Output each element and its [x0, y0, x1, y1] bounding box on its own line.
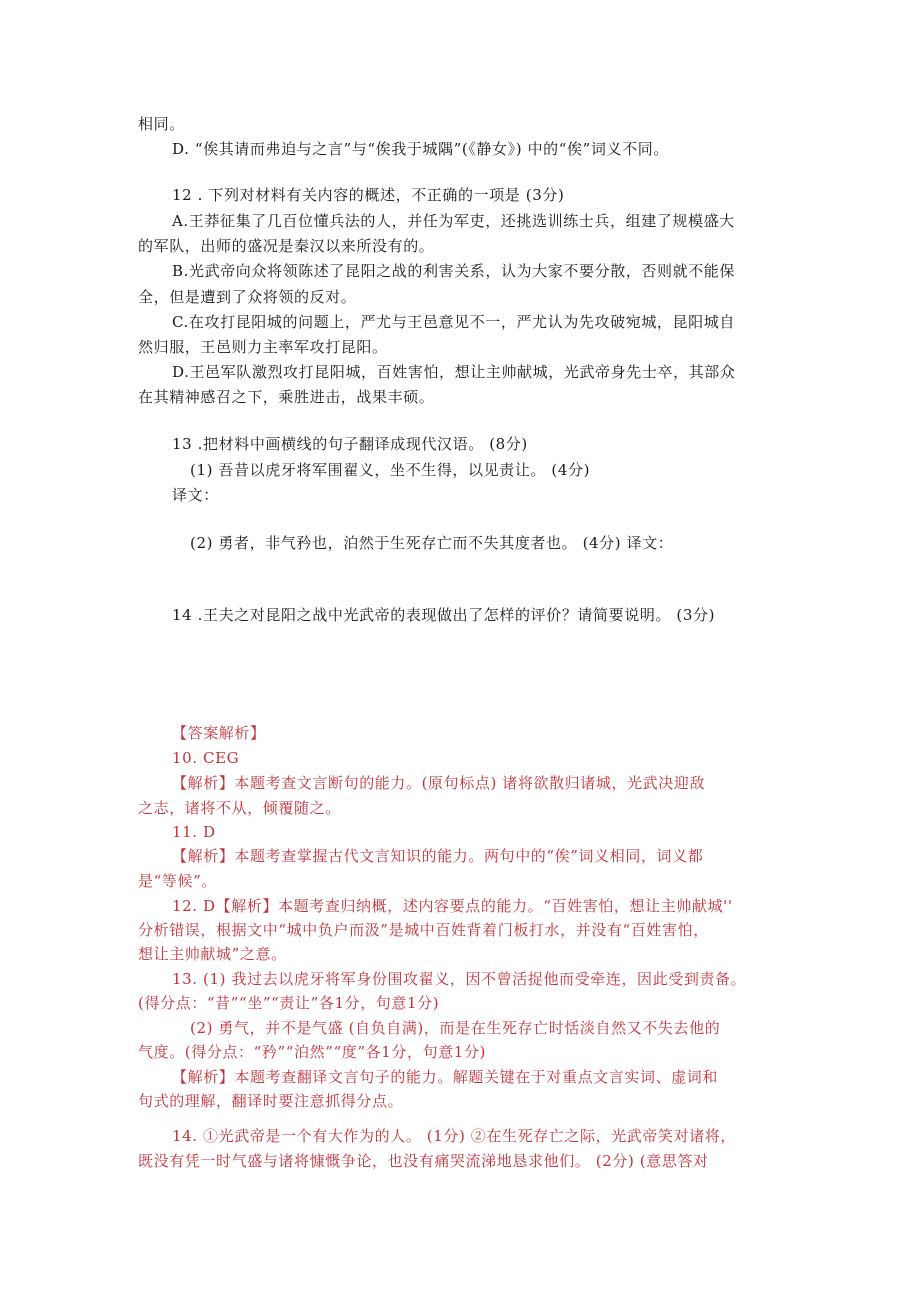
answers-heading: 【答案解析】	[172, 724, 266, 742]
question-14-stem: 14 .王夫之对昆阳之战中光武帝的表现做出了怎样的评价？请简要说明。 (3分)	[172, 606, 716, 624]
question-12-option-b-cont: 全，但是遭到了众将领的反对。	[138, 288, 357, 306]
answer-13-2-cont: 气度。(得分点：“矜”“泊然”“度”各1分，句意1分)	[138, 1043, 487, 1061]
question-13-stem: 13 .把材料中画横线的句子翻译成现代汉语。 (8分)	[172, 435, 528, 453]
answer-13-1-scoring: (得分点：“昔”“坐”“责让”各1分，句意1分)	[138, 994, 440, 1012]
question-12-stem: 12 . 下列对材料有关内容的概述，不正确的一项是 (3分)	[172, 186, 565, 204]
answer-10-explanation-cont: 之志，诸将不从，倾覆随之。	[138, 799, 341, 817]
option-d-previous-question: D. “俟其请而弗迫与之言”与“俟我于城隅”(《静女》) 中的“俟”词义不同。	[172, 140, 669, 158]
translation-label: 译文：	[172, 486, 219, 504]
answer-12-cont-1: 分析错误，根据文中“城中负户而汲”是城中百姓背着门板打水，并没有“百姓害怕，	[138, 921, 709, 939]
question-12-option-b: B.光武帝向众将领陈述了昆阳之战的利害关系，认为大家不要分散，否则就不能保	[172, 262, 735, 280]
answer-12: 12. D【解析】本题考查归纳概，述内容要点的能力。“百姓害怕，想让主帅献城''	[172, 897, 733, 915]
answer-13-explanation: 【解析】本题考查翻译文言句子的能力。解题关键在于对重点文言实词、虚词和	[172, 1068, 719, 1086]
answer-12-cont-2: 想让主帅献城”之意。	[138, 945, 287, 963]
previous-answer-tail: 相同。	[138, 115, 185, 133]
question-12-option-c: C.在攻打昆阳城的问题上，严尤与王邑意见不一，严尤认为先攻破宛城，昆阳城自	[172, 313, 735, 331]
answer-13-1: 13. (1) 我过去以虎牙将军身份围攻翟义，因不曾活捉他而受牵连，因此受到责备。	[172, 970, 747, 988]
question-12-option-a-cont: 的军队，出师的盛况是秦汉以来所没有的。	[138, 237, 435, 255]
answer-10: 10. CEG	[172, 749, 240, 767]
question-12-option-a: A.王莽征集了几百位懂兵法的人，并任为军吏，还挑选训练士兵，组建了规模盛大	[172, 212, 735, 230]
question-12-option-d-cont: 在其精神感召之下，乘胜进击，战果丰硕。	[138, 388, 435, 406]
answer-14-cont: 既没有凭一时气盛与诸将慷慨争论，也没有痛哭流涕地恳求他们。 (2分) (意思答对	[138, 1152, 709, 1170]
answer-11: 11. D	[172, 823, 216, 841]
answer-10-explanation: 【解析】本题考查文言断句的能力。(原句标点) 诸将欲散归诸城，光武决迎敌	[172, 774, 706, 792]
question-12-option-d: D.王邑军队激烈攻打昆阳城，百姓害怕，想让主帅献城，光武帝身先士卒，其部众	[172, 363, 736, 381]
question-13-sentence-1: (1) 吾昔以虎牙将军围翟义，坐不生得，以见责让。 (4分)	[190, 461, 591, 479]
question-13-sentence-2: (2) 勇者，非气矜也，泊然于生死存亡而不失其度者也。 (4分) 译文：	[190, 534, 674, 552]
question-12-option-c-cont: 然归服，王邑则力主率军攻打昆阳。	[138, 338, 388, 356]
answer-11-explanation: 【解析】本题考查掌握古代文言知识的能力。两句中的“俟”词义相同，词义都	[172, 847, 704, 865]
answer-11-explanation-cont: 是“等候”。	[138, 872, 217, 890]
answer-13-2: (2) 勇气，并不是气盛 (自负自满)，而是在生死存亡时恬淡自然又不失去他的	[190, 1019, 721, 1037]
answer-13-explanation-cont: 句式的理解，翻译时要注意抓得分点。	[138, 1092, 404, 1110]
answer-14: 14. ①光武帝是一个有大作为的人。 (1分) ②在生死存亡之际，光武帝笑对诸将，	[172, 1127, 737, 1145]
